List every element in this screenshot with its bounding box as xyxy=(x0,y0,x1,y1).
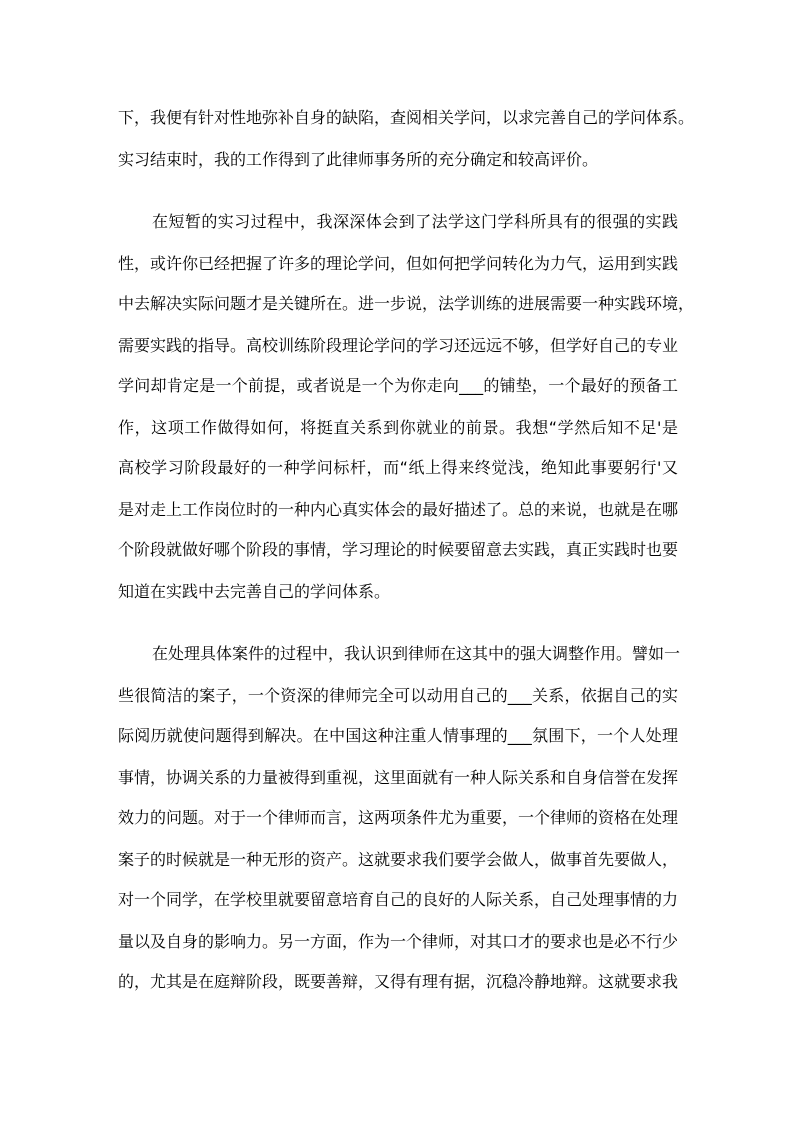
paragraph-2-line-9: 个阶段就做好哪个阶段的事情，学习理论的时候要留意去实践，真正实践时也要 xyxy=(118,540,679,559)
paragraph-3-line-9: 的，尤其是在庭辩阶段，既要善辩，又得有理有据，沉稳冷静地辩。这就要求我 xyxy=(118,972,679,991)
paragraph-2-line-3: 中去解决实际问题才是关键所在。进一步说，法学训练的进展需要一种实践环境， xyxy=(118,294,695,313)
paragraph-3-line-7: 对一个同学，在学校里就要留意培育自己的良好的人际关系，自己处理事情的力 xyxy=(118,890,679,909)
paragraph-2-line-5: 学问却肯定是一个前提，或者说是一个为你走向___的铺垫，一个最好的预备工 xyxy=(118,376,678,395)
paragraph-2-line-1: 在短暂的实习过程中，我深深体会到了法学这门学科所具有的很强的实践 xyxy=(152,212,678,231)
paragraph-2-line-7: 高校学习阶段最好的一种学问标杆，而“纸上得来终觉浅，绝知此事要躬行'又 xyxy=(118,458,678,477)
paragraph-3-line-2: 些很简洁的案子，一个资深的律师完全可以动用自己的___关系，依据自己的实 xyxy=(118,686,678,705)
paragraph-1-line-2: 实习结束时，我的工作得到了此律师事务所的充分确定和较高评价。 xyxy=(118,150,599,169)
paragraph-3-line-3: 际阅历就使问题得到解决。在中国这种注重人情事理的___氛围下，一个人处理 xyxy=(118,726,678,745)
paragraph-3-line-4: 事情，协调关系的力量被得到重视，这里面就有一种人际关系和自身信誉在发挥 xyxy=(118,768,679,787)
paragraph-3-line-1: 在处理具体案件的过程中，我认识到律师在这其中的强大调整作用。譬如一 xyxy=(152,644,681,663)
paragraph-1-line-1: 下，我便有针对性地弥补自身的缺陷，查阅相关学问，以求完善自己的学问体系。 xyxy=(118,108,695,127)
paragraph-3-line-8: 量以及自身的影响力。另一方面，作为一个律师，对其口才的要求也是必不行少 xyxy=(118,932,679,951)
paragraph-3-line-6: 案子的时候就是一种无形的资产。这就要求我们要学会做人，做事首先要做人， xyxy=(118,850,679,869)
paragraph-2-line-2: 性，或许你已经把握了许多的理论学问，但如何把学问转化为力气，运用到实践 xyxy=(118,254,679,273)
paragraph-2-line-4: 需要实践的指导。高校训练阶段理论学问的学习还远远不够，但学好自己的专业 xyxy=(118,336,679,355)
paragraph-2-line-8: 是对走上工作岗位时的一种内心真实体会的最好描述了。总的来说，也就是在哪 xyxy=(118,500,679,519)
paragraph-3-line-5: 效力的问题。对于一个律师而言，这两项条件尤为重要，一个律师的资格在处理 xyxy=(118,808,679,827)
paragraph-2-line-6: 作，这项工作做得如何，将挺直关系到你就业的前景。我想“学然后知不足'是 xyxy=(118,418,678,437)
paragraph-2-line-10: 知道在实践中去完善自己的学问体系。 xyxy=(118,582,391,601)
